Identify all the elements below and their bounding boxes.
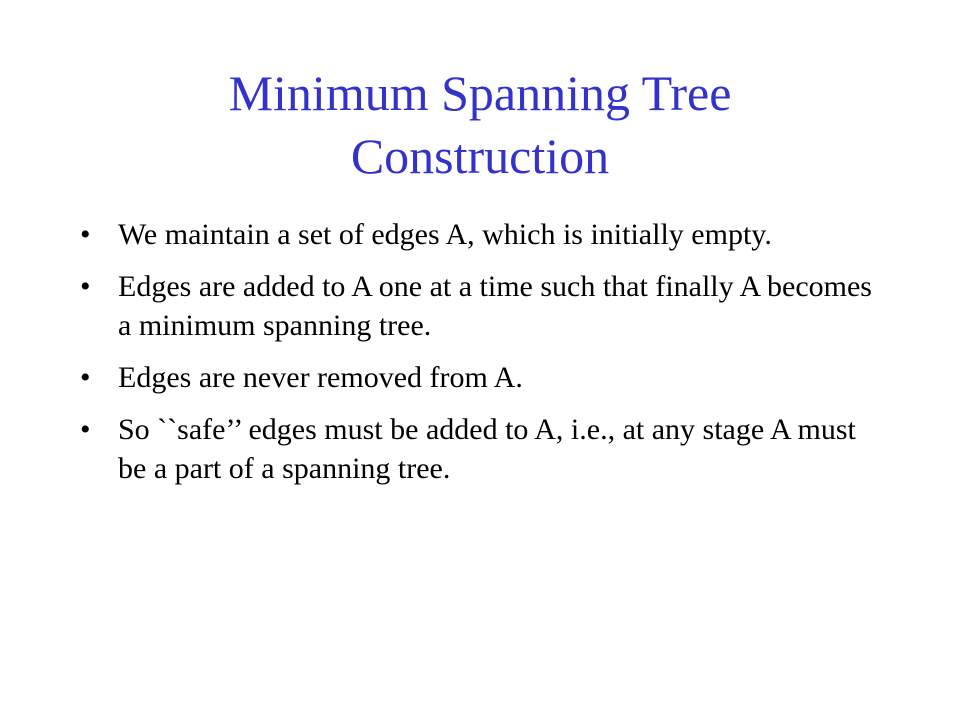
bullet-text: Edges are never removed from A. bbox=[118, 361, 523, 394]
slide-title-line-2: Construction bbox=[350, 128, 610, 184]
bullet-item-2 bbox=[80, 267, 880, 345]
bullet-item-1 bbox=[80, 215, 880, 254]
slide-title bbox=[0, 62, 960, 188]
bullet-text: Edges are added to A one at a time such that finally A becomes a minimum spanning tree. bbox=[118, 270, 872, 342]
bullet-list bbox=[80, 215, 880, 501]
slide-title-line-1: Minimum Spanning Tree bbox=[228, 65, 732, 121]
bullet-text: So ``safe’’ edges must be added to A, i.e., at any stage A must be a part of a spanning tree. bbox=[118, 413, 856, 485]
bullet-marker: • bbox=[80, 413, 91, 446]
bullet-item-3 bbox=[80, 358, 880, 397]
bullet-marker: • bbox=[80, 218, 91, 251]
bullet-marker: • bbox=[80, 361, 91, 394]
bullet-text: We maintain a set of edges A, which is initially empty. bbox=[118, 218, 772, 251]
bullet-item-4 bbox=[80, 410, 880, 488]
bullet-marker: • bbox=[80, 270, 91, 303]
